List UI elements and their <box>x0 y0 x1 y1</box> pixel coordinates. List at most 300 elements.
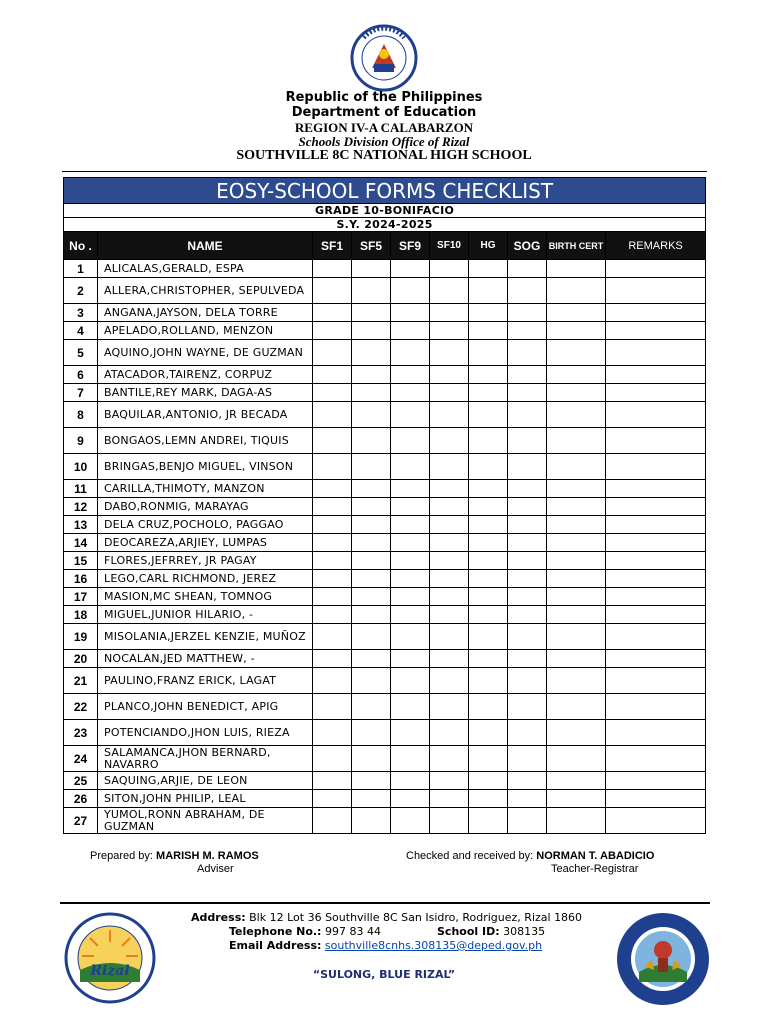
checkbox-cell-sog[interactable] <box>508 516 547 534</box>
checkbox-cell-sf5[interactable] <box>352 516 391 534</box>
checkbox-cell-hg[interactable] <box>469 552 508 570</box>
checkbox-cell-sf5[interactable] <box>352 570 391 588</box>
col-remarks: REMARKS <box>606 232 706 260</box>
table-row <box>64 720 706 746</box>
checkbox-cell-hg[interactable] <box>469 340 508 366</box>
checkbox-cell-birth-cert[interactable] <box>547 552 606 570</box>
checkbox-cell-sf5[interactable] <box>352 588 391 606</box>
checkbox-cell-sf9[interactable] <box>391 720 430 746</box>
checkbox-cell-hg[interactable] <box>469 720 508 746</box>
row-number: 25 <box>64 772 98 790</box>
checkbox-cell-sf5[interactable] <box>352 668 391 694</box>
student-name: SALAMANCA,JHON BERNARD, NAVARRO <box>98 746 313 772</box>
row-number: 19 <box>64 624 98 650</box>
row-number: 2 <box>64 278 98 304</box>
checkbox-cell-sf5[interactable] <box>352 772 391 790</box>
checkbox-cell-remarks[interactable] <box>606 606 706 624</box>
checkbox-cell-birth-cert[interactable] <box>547 772 606 790</box>
checkbox-cell-sf9[interactable] <box>391 480 430 498</box>
school-year: S.Y. 2024-2025 <box>64 218 706 232</box>
checkbox-cell-sog[interactable] <box>508 552 547 570</box>
checkbox-cell-sf10[interactable] <box>430 340 469 366</box>
checkbox-cell-sf5[interactable] <box>352 480 391 498</box>
checkbox-cell-sf1[interactable] <box>313 790 352 808</box>
checkbox-cell-remarks[interactable] <box>606 720 706 746</box>
checkbox-cell-hg[interactable] <box>469 402 508 428</box>
checkbox-cell-birth-cert[interactable] <box>547 624 606 650</box>
row-number: 5 <box>64 340 98 366</box>
checkbox-cell-sf10[interactable] <box>430 304 469 322</box>
checkbox-cell-sf10[interactable] <box>430 366 469 384</box>
checkbox-cell-sf9[interactable] <box>391 790 430 808</box>
checkbox-cell-hg[interactable] <box>469 570 508 588</box>
checkbox-cell-sf1[interactable] <box>313 746 352 772</box>
checkbox-cell-sf10[interactable] <box>430 624 469 650</box>
checkbox-cell-birth-cert[interactable] <box>547 366 606 384</box>
checkbox-cell-sf1[interactable] <box>313 260 352 278</box>
checkbox-cell-sf10[interactable] <box>430 606 469 624</box>
table-row <box>64 454 706 480</box>
checkbox-cell-hg[interactable] <box>469 534 508 552</box>
checkbox-cell-sog[interactable] <box>508 746 547 772</box>
checkbox-cell-birth-cert[interactable] <box>547 260 606 278</box>
student-name: PAULINO,FRANZ ERICK, LAGAT <box>98 668 313 694</box>
checkbox-cell-sf9[interactable] <box>391 772 430 790</box>
checkbox-cell-sog[interactable] <box>508 260 547 278</box>
checkbox-cell-sf1[interactable] <box>313 278 352 304</box>
checkbox-cell-hg[interactable] <box>469 304 508 322</box>
checkbox-cell-sog[interactable] <box>508 498 547 516</box>
table-row <box>64 650 706 668</box>
checkbox-cell-remarks[interactable] <box>606 772 706 790</box>
col-no: No . <box>64 232 98 260</box>
checkbox-cell-sf10[interactable] <box>430 552 469 570</box>
checkbox-cell-sog[interactable] <box>508 322 547 340</box>
checkbox-cell-sf5[interactable] <box>352 260 391 278</box>
checkbox-cell-sf9[interactable] <box>391 534 430 552</box>
checkbox-cell-sf10[interactable] <box>430 650 469 668</box>
checkbox-cell-sf1[interactable] <box>313 454 352 480</box>
checkbox-cell-birth-cert[interactable] <box>547 606 606 624</box>
checkbox-cell-sf5[interactable] <box>352 624 391 650</box>
checkbox-cell-remarks[interactable] <box>606 588 706 606</box>
checkbox-cell-birth-cert[interactable] <box>547 304 606 322</box>
checkbox-cell-sog[interactable] <box>508 790 547 808</box>
checkbox-cell-sog[interactable] <box>508 570 547 588</box>
checkbox-cell-sf9[interactable] <box>391 260 430 278</box>
checkbox-cell-sf10[interactable] <box>430 570 469 588</box>
checkbox-cell-remarks[interactable] <box>606 534 706 552</box>
checkbox-cell-remarks[interactable] <box>606 428 706 454</box>
checkbox-cell-birth-cert[interactable] <box>547 516 606 534</box>
checkbox-cell-birth-cert[interactable] <box>547 570 606 588</box>
email-line <box>229 939 542 952</box>
checkbox-cell-sf10[interactable] <box>430 772 469 790</box>
checkbox-cell-sf9[interactable] <box>391 516 430 534</box>
student-name: MIGUEL,JUNIOR HILARIO, - <box>98 606 313 624</box>
checkbox-cell-remarks[interactable] <box>606 650 706 668</box>
checkbox-cell-sf5[interactable] <box>352 498 391 516</box>
row-number: 7 <box>64 384 98 402</box>
checkbox-cell-sog[interactable] <box>508 384 547 402</box>
student-name: LEGO,CARL RICHMOND, JEREZ <box>98 570 313 588</box>
table-row <box>64 260 706 278</box>
checkbox-cell-sf9[interactable] <box>391 454 430 480</box>
checkbox-cell-hg[interactable] <box>469 694 508 720</box>
student-name: ATACADOR,TAIRENZ, CORPUZ <box>98 366 313 384</box>
checklist-title: EOSY-SCHOOL FORMS CHECKLIST <box>64 178 706 204</box>
student-name: ANGANA,JAYSON, DELA TORRE <box>98 304 313 322</box>
student-name: ALLERA,CHRISTOPHER, SEPULVEDA <box>98 278 313 304</box>
checkbox-cell-birth-cert[interactable] <box>547 694 606 720</box>
checkbox-cell-sog[interactable] <box>508 304 547 322</box>
checked-by <box>406 850 654 862</box>
checkbox-cell-birth-cert[interactable] <box>547 278 606 304</box>
checkbox-cell-birth-cert[interactable] <box>547 498 606 516</box>
checkbox-cell-sog[interactable] <box>508 366 547 384</box>
checkbox-cell-sog[interactable] <box>508 650 547 668</box>
checkbox-cell-sog[interactable] <box>508 534 547 552</box>
checkbox-cell-remarks[interactable] <box>606 570 706 588</box>
checkbox-cell-sf9[interactable] <box>391 624 430 650</box>
row-number: 22 <box>64 694 98 720</box>
student-name: SITON,JOHN PHILIP, LEAL <box>98 790 313 808</box>
checkbox-cell-sf10[interactable] <box>430 384 469 402</box>
checkbox-cell-birth-cert[interactable] <box>547 668 606 694</box>
checkbox-cell-hg[interactable] <box>469 516 508 534</box>
svg-text:Rizal: Rizal <box>90 963 130 979</box>
checkbox-cell-remarks[interactable] <box>606 340 706 366</box>
republic-heading: Republic of the Philippines <box>285 90 483 105</box>
checkbox-cell-sf10[interactable] <box>430 402 469 428</box>
checkbox-cell-sf10[interactable] <box>430 668 469 694</box>
checkbox-cell-sf9[interactable] <box>391 650 430 668</box>
col-hg: HG <box>469 232 508 260</box>
checkbox-cell-sog[interactable] <box>508 668 547 694</box>
checkbox-cell-sog[interactable] <box>508 772 547 790</box>
checkbox-cell-remarks[interactable] <box>606 480 706 498</box>
checkbox-cell-sf1[interactable] <box>313 366 352 384</box>
checkbox-cell-birth-cert[interactable] <box>547 808 606 834</box>
checkbox-cell-sf10[interactable] <box>430 694 469 720</box>
student-name: AQUINO,JOHN WAYNE, DE GUZMAN <box>98 340 313 366</box>
checkbox-cell-birth-cert[interactable] <box>547 428 606 454</box>
checkbox-cell-hg[interactable] <box>469 746 508 772</box>
address-value: Blk 12 Lot 36 Southville 8C San Isidro, Rodriguez, Rizal 1860 <box>249 911 583 924</box>
student-name: MISOLANIA,JERZEL KENZIE, MUÑOZ <box>98 624 313 650</box>
student-name: ALICALAS,GERALD, ESPA <box>98 260 313 278</box>
checkbox-cell-hg[interactable] <box>469 790 508 808</box>
checkbox-cell-sf1[interactable] <box>313 668 352 694</box>
checkbox-cell-sf10[interactable] <box>430 498 469 516</box>
checkbox-cell-sf10[interactable] <box>430 278 469 304</box>
row-number: 10 <box>64 454 98 480</box>
checkbox-cell-birth-cert[interactable] <box>547 790 606 808</box>
checkbox-cell-sog[interactable] <box>508 340 547 366</box>
checkbox-cell-sf10[interactable] <box>430 322 469 340</box>
checkbox-cell-sf1[interactable] <box>313 624 352 650</box>
checkbox-cell-remarks[interactable] <box>606 808 706 834</box>
checkbox-cell-sf1[interactable] <box>313 498 352 516</box>
checkbox-cell-remarks[interactable] <box>606 746 706 772</box>
table-row <box>64 304 706 322</box>
checkbox-cell-sf5[interactable] <box>352 808 391 834</box>
checkbox-cell-sf5[interactable] <box>352 790 391 808</box>
address-line <box>191 911 582 924</box>
checkbox-cell-sf9[interactable] <box>391 808 430 834</box>
checkbox-cell-sf9[interactable] <box>391 588 430 606</box>
checkbox-cell-sog[interactable] <box>508 402 547 428</box>
col-sf5: SF5 <box>352 232 391 260</box>
checkbox-cell-hg[interactable] <box>469 668 508 694</box>
checkbox-cell-hg[interactable] <box>469 322 508 340</box>
checkbox-cell-sf10[interactable] <box>430 746 469 772</box>
checkbox-cell-birth-cert[interactable] <box>547 322 606 340</box>
checkbox-cell-sf1[interactable] <box>313 552 352 570</box>
checkbox-cell-sf1[interactable] <box>313 480 352 498</box>
checkbox-cell-sf9[interactable] <box>391 278 430 304</box>
checked-name: NORMAN T. ABADICIO <box>536 850 655 862</box>
student-name: DELA CRUZ,POCHOLO, PAGGAO <box>98 516 313 534</box>
checkbox-cell-hg[interactable] <box>469 606 508 624</box>
checkbox-cell-sf10[interactable] <box>430 808 469 834</box>
checkbox-cell-birth-cert[interactable] <box>547 340 606 366</box>
checkbox-cell-remarks[interactable] <box>606 454 706 480</box>
checkbox-cell-sf9[interactable] <box>391 570 430 588</box>
row-number: 27 <box>64 808 98 834</box>
checkbox-cell-sf5[interactable] <box>352 278 391 304</box>
checkbox-cell-sf5[interactable] <box>352 552 391 570</box>
row-number: 20 <box>64 650 98 668</box>
telephone-line <box>229 925 381 938</box>
checkbox-cell-sf1[interactable] <box>313 322 352 340</box>
checkbox-cell-sf10[interactable] <box>430 480 469 498</box>
row-number: 13 <box>64 516 98 534</box>
checkbox-cell-sf9[interactable] <box>391 402 430 428</box>
checkbox-cell-sog[interactable] <box>508 428 547 454</box>
table-row <box>64 588 706 606</box>
checkbox-cell-sog[interactable] <box>508 278 547 304</box>
checkbox-cell-sog[interactable] <box>508 694 547 720</box>
checkbox-cell-sog[interactable] <box>508 808 547 834</box>
checklist-table <box>63 177 706 834</box>
checkbox-cell-sf5[interactable] <box>352 402 391 428</box>
checkbox-cell-hg[interactable] <box>469 498 508 516</box>
prepared-by <box>90 850 259 862</box>
checkbox-cell-sf10[interactable] <box>430 790 469 808</box>
email-label: Email Address: <box>229 939 322 952</box>
checkbox-cell-birth-cert[interactable] <box>547 402 606 428</box>
division-heading: Schools Division Office of Rizal <box>298 134 470 149</box>
checkbox-cell-sf1[interactable] <box>313 720 352 746</box>
checkbox-cell-sf9[interactable] <box>391 340 430 366</box>
checkbox-cell-remarks[interactable] <box>606 516 706 534</box>
checkbox-cell-birth-cert[interactable] <box>547 534 606 552</box>
checkbox-cell-sf1[interactable] <box>313 570 352 588</box>
checkbox-cell-sf1[interactable] <box>313 694 352 720</box>
checkbox-cell-sf5[interactable] <box>352 650 391 668</box>
checkbox-cell-remarks[interactable] <box>606 260 706 278</box>
row-number: 12 <box>64 498 98 516</box>
checkbox-cell-sog[interactable] <box>508 454 547 480</box>
checkbox-cell-birth-cert[interactable] <box>547 746 606 772</box>
checkbox-cell-remarks[interactable] <box>606 304 706 322</box>
table-row <box>64 624 706 650</box>
checkbox-cell-sf5[interactable] <box>352 366 391 384</box>
student-name: SAQUING,ARJIE, DE LEON <box>98 772 313 790</box>
table-row <box>64 366 706 384</box>
checkbox-cell-remarks[interactable] <box>606 694 706 720</box>
checkbox-cell-sf5[interactable] <box>352 746 391 772</box>
row-number: 23 <box>64 720 98 746</box>
checkbox-cell-sf5[interactable] <box>352 694 391 720</box>
checkbox-cell-sf5[interactable] <box>352 428 391 454</box>
school-id-value: 308135 <box>503 925 546 938</box>
checkbox-cell-sf1[interactable] <box>313 402 352 428</box>
checkbox-cell-sf5[interactable] <box>352 720 391 746</box>
checkbox-cell-remarks[interactable] <box>606 624 706 650</box>
checkbox-cell-sf5[interactable] <box>352 340 391 366</box>
checkbox-cell-sf10[interactable] <box>430 516 469 534</box>
col-sf1: SF1 <box>313 232 352 260</box>
checkbox-cell-sf1[interactable] <box>313 304 352 322</box>
column-header-row <box>64 232 706 260</box>
checkbox-cell-sf9[interactable] <box>391 746 430 772</box>
checkbox-cell-sf9[interactable] <box>391 428 430 454</box>
checkbox-cell-hg[interactable] <box>469 480 508 498</box>
email-link[interactable]: southville8cnhs.308135@deped.gov.ph <box>324 939 543 952</box>
checkbox-cell-sf9[interactable] <box>391 384 430 402</box>
table-row <box>64 790 706 808</box>
checkbox-cell-birth-cert[interactable] <box>547 720 606 746</box>
student-name: POTENCIANDO,JHON LUIS, RIEZA <box>98 720 313 746</box>
checkbox-cell-sf5[interactable] <box>352 606 391 624</box>
student-name: YUMOL,RONN ABRAHAM, DE GUZMAN <box>98 808 313 834</box>
checkbox-cell-sf10[interactable] <box>430 454 469 480</box>
checkbox-cell-remarks[interactable] <box>606 384 706 402</box>
checkbox-cell-remarks[interactable] <box>606 790 706 808</box>
checkbox-cell-sf9[interactable] <box>391 304 430 322</box>
checkbox-cell-remarks[interactable] <box>606 552 706 570</box>
table-row <box>64 322 706 340</box>
checkbox-cell-sf10[interactable] <box>430 260 469 278</box>
checkbox-cell-sf5[interactable] <box>352 384 391 402</box>
table-row <box>64 534 706 552</box>
table-row <box>64 668 706 694</box>
checkbox-cell-sf1[interactable] <box>313 650 352 668</box>
row-number: 24 <box>64 746 98 772</box>
checkbox-cell-sf1[interactable] <box>313 772 352 790</box>
checkbox-cell-sf1[interactable] <box>313 808 352 834</box>
checkbox-cell-sf5[interactable] <box>352 534 391 552</box>
checkbox-cell-sf1[interactable] <box>313 428 352 454</box>
table-row <box>64 694 706 720</box>
checkbox-cell-remarks[interactable] <box>606 322 706 340</box>
checkbox-cell-sog[interactable] <box>508 606 547 624</box>
checkbox-cell-sf10[interactable] <box>430 720 469 746</box>
checkbox-cell-sf1[interactable] <box>313 516 352 534</box>
checkbox-cell-birth-cert[interactable] <box>547 588 606 606</box>
checkbox-cell-birth-cert[interactable] <box>547 650 606 668</box>
col-birth-cert: BIRTH CERT <box>547 232 606 260</box>
student-name: BANTILE,REY MARK, DAGA-AS <box>98 384 313 402</box>
table-row <box>64 384 706 402</box>
checkbox-cell-sf9[interactable] <box>391 498 430 516</box>
telephone-label: Telephone No.: <box>229 925 322 938</box>
checkbox-cell-hg[interactable] <box>469 384 508 402</box>
checkbox-cell-sog[interactable] <box>508 624 547 650</box>
checkbox-cell-hg[interactable] <box>469 624 508 650</box>
checkbox-cell-hg[interactable] <box>469 428 508 454</box>
checkbox-cell-sf9[interactable] <box>391 606 430 624</box>
address-label: Address: <box>191 911 246 924</box>
checkbox-cell-remarks[interactable] <box>606 668 706 694</box>
footer-divider <box>60 902 710 904</box>
checkbox-cell-sf5[interactable] <box>352 304 391 322</box>
checkbox-cell-remarks[interactable] <box>606 402 706 428</box>
checkbox-cell-sf1[interactable] <box>313 588 352 606</box>
checkbox-cell-sf9[interactable] <box>391 322 430 340</box>
checkbox-cell-remarks[interactable] <box>606 498 706 516</box>
checkbox-cell-sog[interactable] <box>508 480 547 498</box>
checkbox-cell-sf9[interactable] <box>391 668 430 694</box>
checkbox-cell-sog[interactable] <box>508 588 547 606</box>
checkbox-cell-birth-cert[interactable] <box>547 480 606 498</box>
checkbox-cell-sf10[interactable] <box>430 588 469 606</box>
col-sog: SOG <box>508 232 547 260</box>
southville-school-logo-icon <box>614 910 712 1008</box>
checkbox-cell-hg[interactable] <box>469 278 508 304</box>
checkbox-cell-sf1[interactable] <box>313 534 352 552</box>
checkbox-cell-sf1[interactable] <box>313 606 352 624</box>
checkbox-cell-hg[interactable] <box>469 808 508 834</box>
checkbox-cell-sog[interactable] <box>508 720 547 746</box>
checked-label: Checked and received by: <box>406 850 534 862</box>
table-row <box>64 552 706 570</box>
checkbox-cell-remarks[interactable] <box>606 278 706 304</box>
motto: “SULONG, BLUE RIZAL” <box>312 968 456 981</box>
checked-role: Teacher-Registrar <box>551 863 639 875</box>
checkbox-cell-hg[interactable] <box>469 366 508 384</box>
checkbox-cell-sf5[interactable] <box>352 454 391 480</box>
checkbox-cell-sf10[interactable] <box>430 428 469 454</box>
checkbox-cell-birth-cert[interactable] <box>547 384 606 402</box>
school-heading: SOUTHVILLE 8C NATIONAL HIGH SCHOOL <box>236 148 532 163</box>
checkbox-cell-remarks[interactable] <box>606 366 706 384</box>
student-name: CARILLA,THIMOTY, MANZON <box>98 480 313 498</box>
checkbox-cell-sf5[interactable] <box>352 322 391 340</box>
region-heading: REGION IV-A CALABARZON <box>294 120 474 135</box>
checkbox-cell-hg[interactable] <box>469 454 508 480</box>
checkbox-cell-sf9[interactable] <box>391 552 430 570</box>
checkbox-cell-sf1[interactable] <box>313 340 352 366</box>
checkbox-cell-sf9[interactable] <box>391 694 430 720</box>
checkbox-cell-sf9[interactable] <box>391 366 430 384</box>
checkbox-cell-sf10[interactable] <box>430 534 469 552</box>
checkbox-cell-birth-cert[interactable] <box>547 454 606 480</box>
row-number: 21 <box>64 668 98 694</box>
table-row <box>64 746 706 772</box>
checkbox-cell-sf1[interactable] <box>313 384 352 402</box>
student-name: BAQUILAR,ANTONIO, JR BECADA <box>98 402 313 428</box>
checkbox-cell-hg[interactable] <box>469 260 508 278</box>
checkbox-cell-hg[interactable] <box>469 650 508 668</box>
checkbox-cell-hg[interactable] <box>469 588 508 606</box>
checkbox-cell-hg[interactable] <box>469 772 508 790</box>
school-id-line <box>437 925 545 938</box>
table-row <box>64 570 706 588</box>
col-sf10: SF10 <box>430 232 469 260</box>
